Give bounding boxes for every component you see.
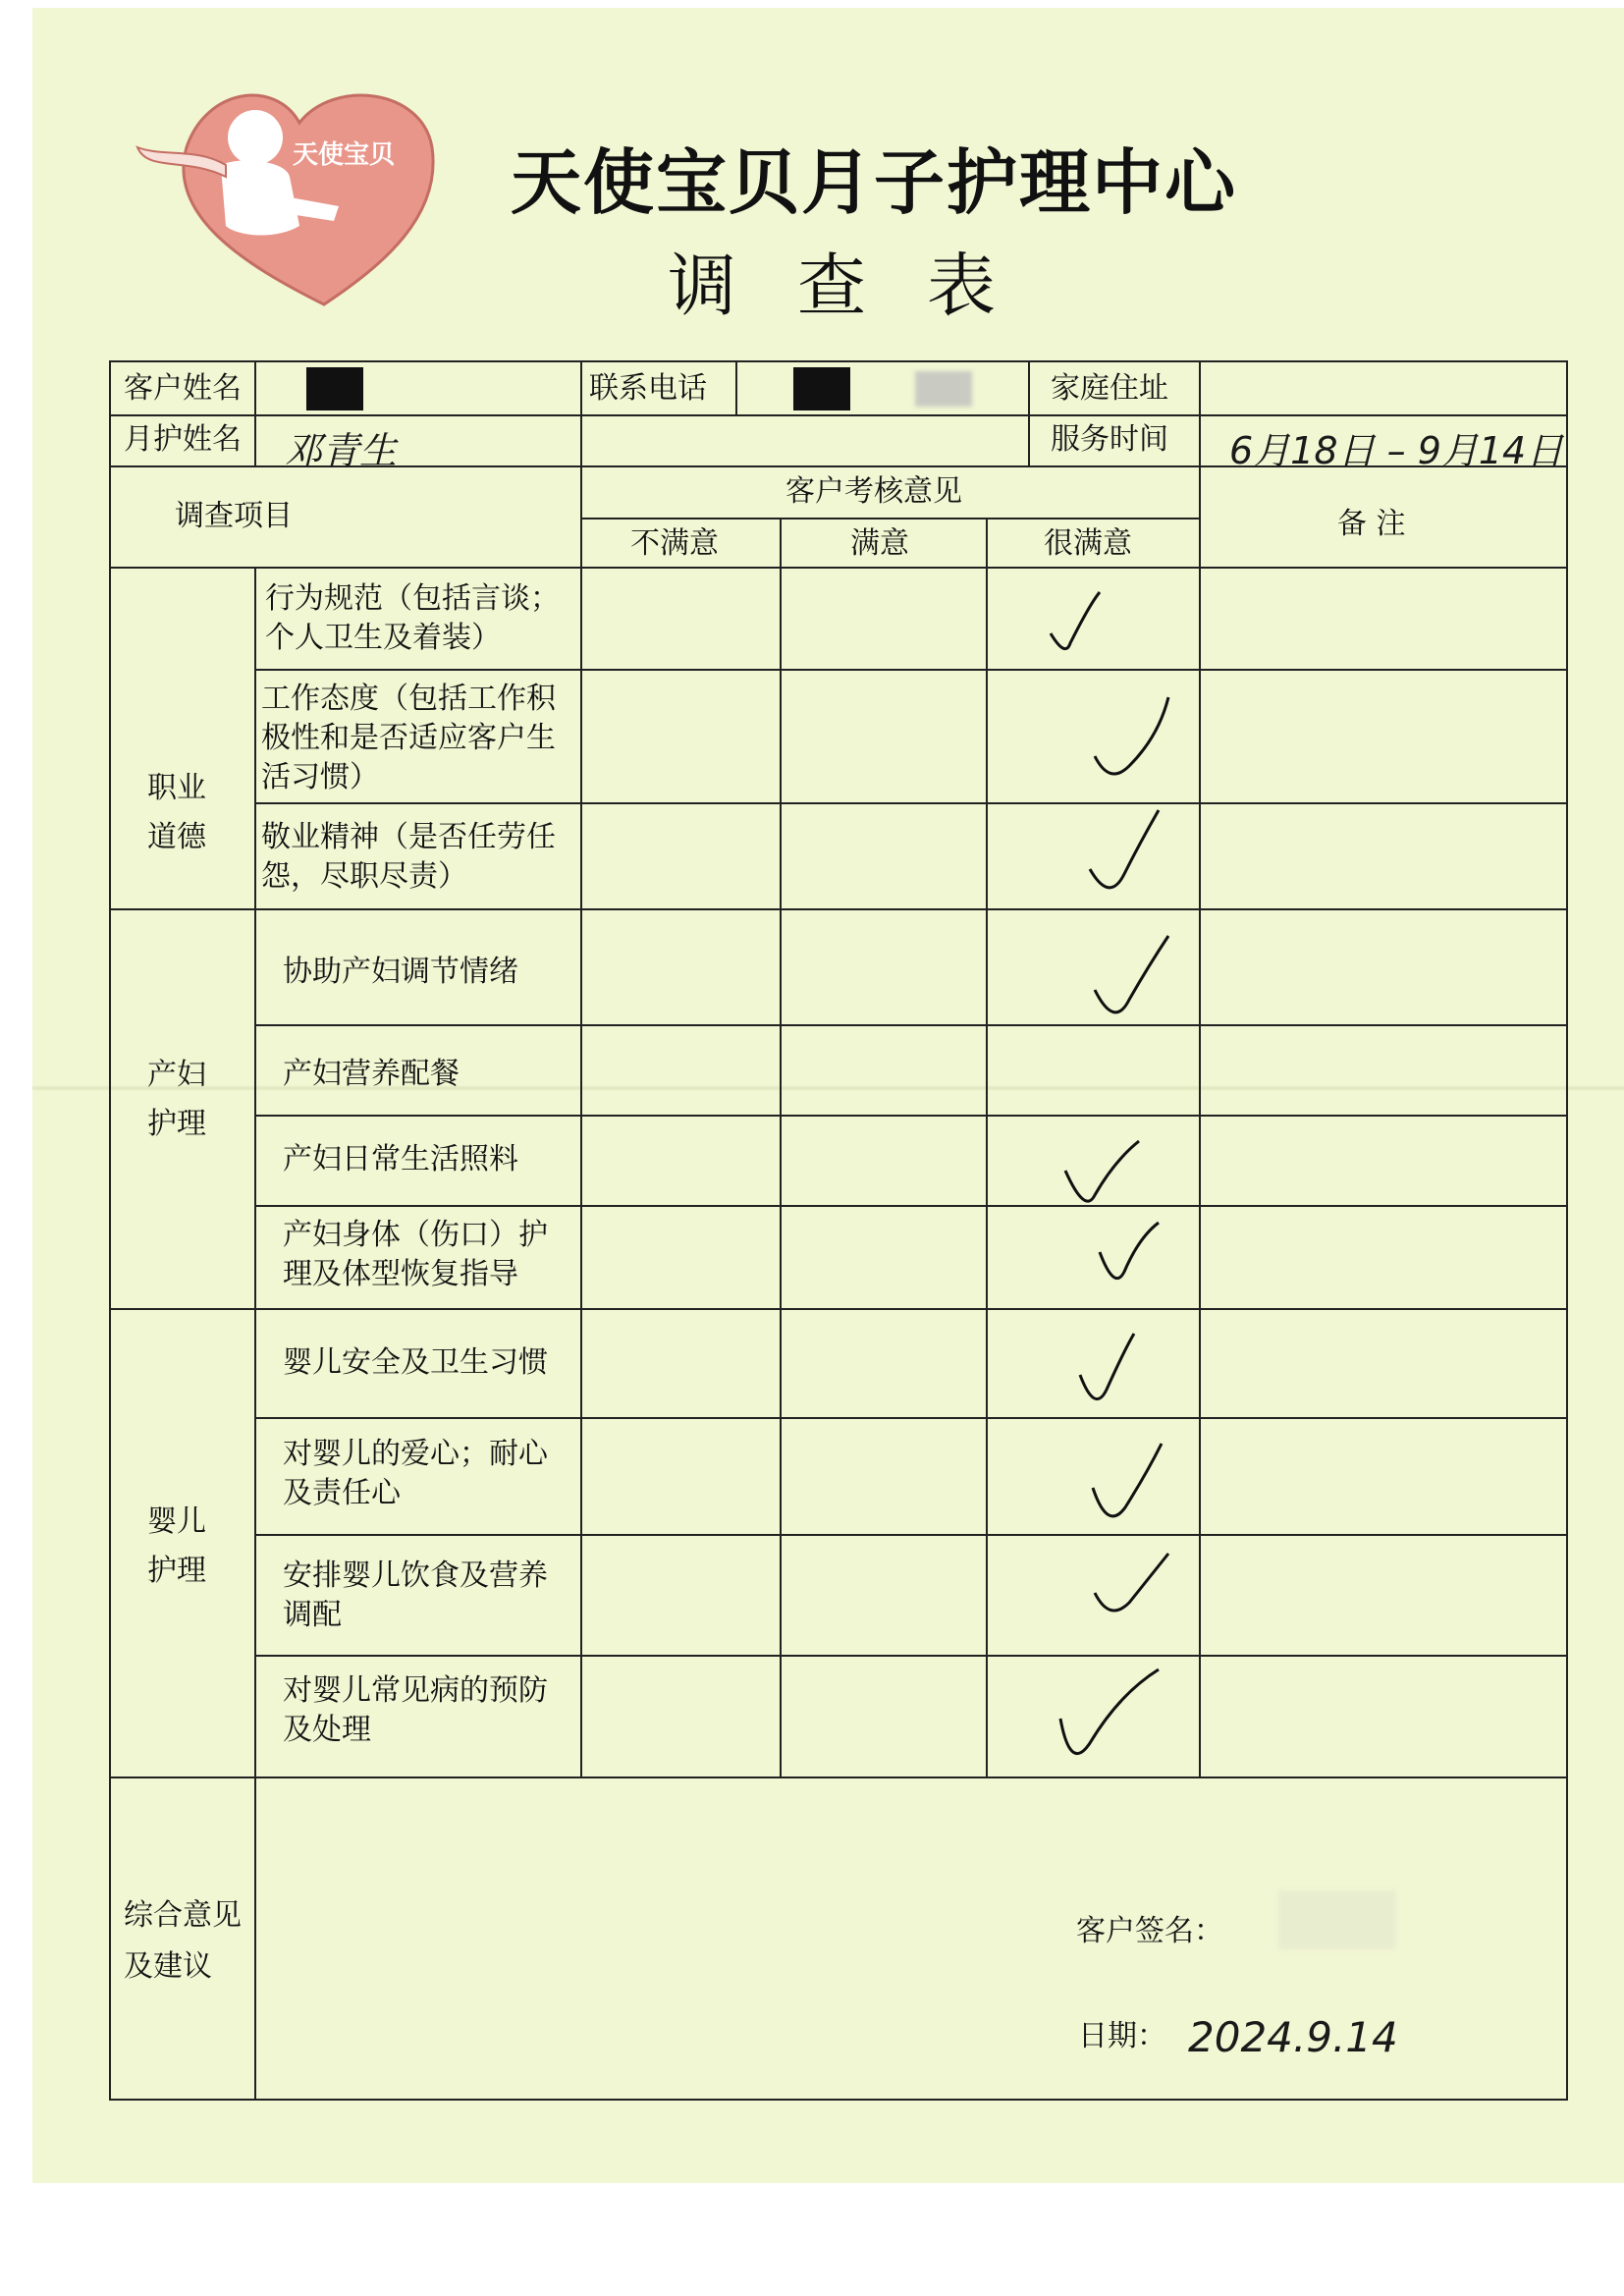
checkmark-icon: [1090, 692, 1198, 800]
item-label: 产妇身体（伤口）护理及体型恢复指导: [283, 1218, 548, 1291]
checkmark-icon: [1090, 1544, 1198, 1652]
checkmark-icon: [1095, 1213, 1203, 1321]
phone-label: 联系电话: [589, 371, 707, 406]
checkmark-icon: [1085, 805, 1193, 913]
service-time-label: 服务时间: [1051, 422, 1168, 457]
angel-heart-logo: [128, 79, 452, 314]
item-label: 对婴儿常见病的预防及处理: [283, 1673, 548, 1747]
checkmark-icon: [1075, 1326, 1183, 1434]
page-title: 天使宝贝月子护理中心: [511, 141, 1238, 224]
item-label: 协助产妇调节情绪: [283, 955, 518, 989]
checkmark-icon: [1041, 584, 1149, 692]
phone-redaction-1: [793, 367, 850, 410]
page-subtitle: 调查表: [668, 246, 1056, 326]
customer-name-label: 客户姓名: [124, 371, 242, 406]
signature-label: 客户签名：: [1076, 1914, 1223, 1948]
section-name-mother-care: 产妇 护理: [147, 1058, 206, 1141]
section-name-ethics: 职业 道德: [147, 771, 206, 854]
address-label: 家庭住址: [1051, 371, 1168, 406]
item-label: 安排婴儿饮食及营养调配: [283, 1558, 548, 1632]
paper-sheet: [32, 8, 1624, 2183]
col-satisfied: 满意: [850, 526, 909, 561]
opinion-group-header: 客户考核意见: [785, 474, 962, 509]
service-time-value: 6月18日 – 9月14日: [1229, 429, 1564, 472]
checkmark-icon: [1088, 1434, 1196, 1542]
item-label: 敬业精神（是否任劳任怨，尽职尽责）: [261, 820, 556, 894]
item-label: 行为规范（包括言谈；个人卫生及着装）: [265, 581, 560, 655]
checkmark-icon: [1056, 1665, 1164, 1773]
item-label: 对婴儿的爱心；耐心及责任心: [283, 1437, 548, 1510]
fold-crease: [32, 1085, 1624, 1091]
phone-redaction-2: [915, 371, 972, 407]
customer-name-redaction: [306, 367, 363, 410]
checkmark-icon: [1090, 931, 1198, 1039]
nurse-name-label: 月护姓名: [124, 422, 242, 457]
date-label: 日期：: [1078, 2019, 1166, 2053]
nurse-name-value: 邓青生: [285, 429, 398, 472]
item-label: 婴儿安全及卫生习惯: [283, 1345, 548, 1380]
item-label: 产妇日常生活照料: [283, 1142, 518, 1176]
item-label: 产妇营养配餐: [283, 1057, 460, 1091]
col-unsatisfied: 不满意: [630, 526, 719, 561]
logo-wordmark: 天使宝贝: [293, 140, 396, 170]
item-label: 工作态度（包括工作积极性和是否适应客户生活习惯）: [261, 682, 556, 794]
remarks-header: 备 注: [1337, 507, 1406, 541]
survey-item-header: 调查项目: [175, 499, 293, 533]
section-name-baby-care: 婴儿 护理: [147, 1504, 206, 1588]
summary-label: 综合意见 及建议: [124, 1898, 242, 1984]
date-value: 2024.9.14: [1188, 2013, 1398, 2061]
signature-redaction: [1278, 1890, 1396, 1949]
col-very-satisfied: 很满意: [1044, 526, 1132, 561]
